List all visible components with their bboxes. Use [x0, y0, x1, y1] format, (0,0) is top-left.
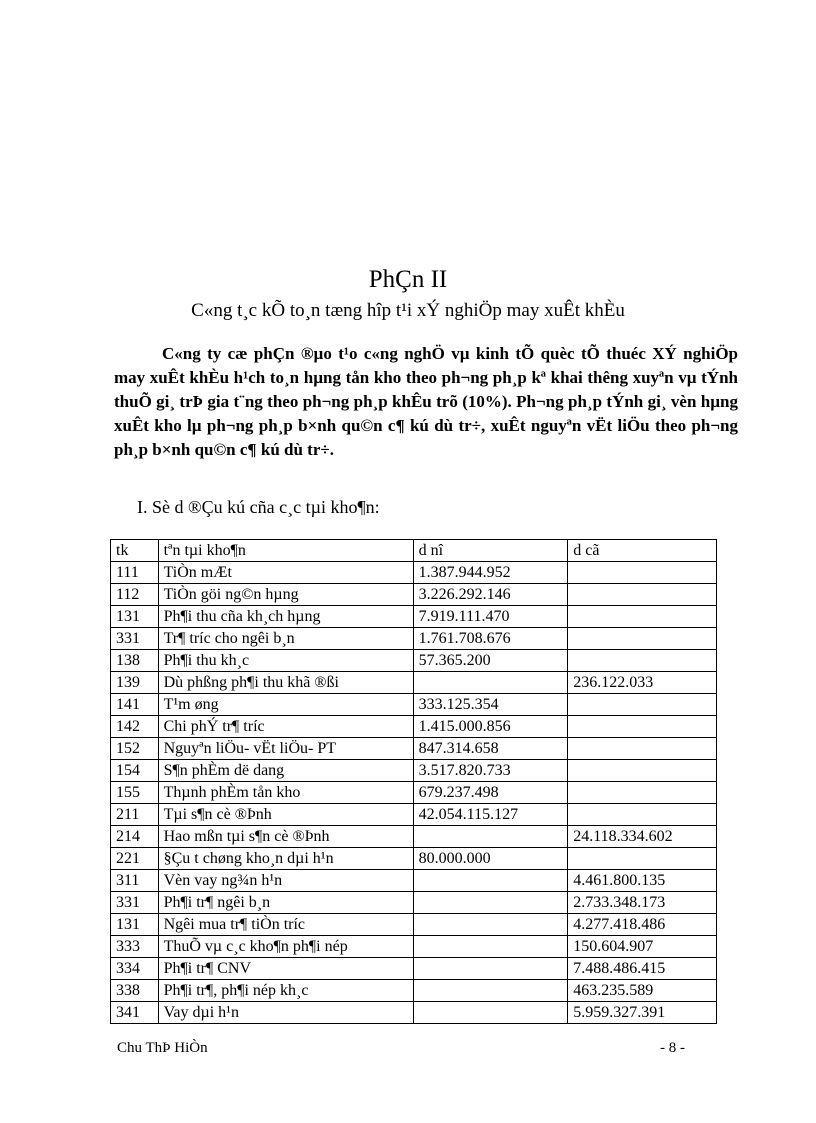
account-code-cell: 155 [111, 782, 159, 804]
credit-balance-cell: 7.488.486.415 [568, 958, 717, 980]
account-code-cell: 152 [111, 738, 159, 760]
account-name-cell: Ngêi mua tr¶ tiÒn tríc [158, 914, 413, 936]
table-row [111, 650, 717, 672]
table-row [111, 826, 717, 848]
account-code-cell: 131 [111, 606, 159, 628]
table-row [111, 1002, 717, 1024]
account-name-cell: TiÒn göi ng©n hµng [158, 584, 413, 606]
table-row [111, 936, 717, 958]
account-name-cell: Dù phßng ph¶i thu khã ®ßi [158, 672, 413, 694]
debit-balance-cell [413, 936, 568, 958]
debit-balance-cell: 333.125.354 [413, 694, 568, 716]
table-row [111, 760, 717, 782]
account-name-cell: §Çu t chøng kho¸n dµi h¹n [158, 848, 413, 870]
credit-balance-cell [568, 738, 717, 760]
account-name-cell: Thµnh phÈm tån kho [158, 782, 413, 804]
debit-balance-cell: 1.415.000.856 [413, 716, 568, 738]
credit-balance-cell: 150.604.907 [568, 936, 717, 958]
account-name-cell: Ph¶i tr¶, ph¶i nép kh¸c [158, 980, 413, 1002]
account-name-cell: Ph¶i thu kh¸c [158, 650, 413, 672]
header-account-code: tk [111, 540, 159, 562]
credit-balance-cell: 4.277.418.486 [568, 914, 717, 936]
table-row [111, 914, 717, 936]
account-code-cell: 311 [111, 870, 159, 892]
account-name-cell: Chi phÝ tr¶ tríc [158, 716, 413, 738]
credit-balance-cell [568, 628, 717, 650]
account-name-cell: Tr¶ tríc cho ngêi b¸n [158, 628, 413, 650]
account-code-cell: 138 [111, 650, 159, 672]
table-row [111, 958, 717, 980]
debit-balance-cell: 80.000.000 [413, 848, 568, 870]
credit-balance-cell [568, 562, 717, 584]
table-row [111, 980, 717, 1002]
credit-balance-cell: 4.461.800.135 [568, 870, 717, 892]
account-name-cell: Vay dµi h¹n [158, 1002, 413, 1024]
debit-balance-cell: 847.314.658 [413, 738, 568, 760]
part-subtitle: C«ng t¸c kÕ to¸n tæng hîp t¹i xÝ nghiÖp may xuÊt khÈu [191, 300, 625, 321]
header-credit: d cã [568, 540, 717, 562]
credit-balance-cell [568, 584, 717, 606]
debit-balance-cell [413, 914, 568, 936]
account-code-cell: 112 [111, 584, 159, 606]
table-row [111, 694, 717, 716]
account-code-cell: 154 [111, 760, 159, 782]
account-code-cell: 111 [111, 562, 159, 584]
table-row [111, 716, 717, 738]
footer-author: Chu ThÞ HiÒn [117, 1040, 208, 1056]
table-row [111, 606, 717, 628]
account-name-cell: TiÒn mÆt [158, 562, 413, 584]
table-header-row [111, 540, 717, 562]
account-name-cell: Ph¶i tr¶ CNV [158, 958, 413, 980]
account-code-cell: 221 [111, 848, 159, 870]
account-code-cell: 211 [111, 804, 159, 826]
debit-balance-cell: 679.237.498 [413, 782, 568, 804]
account-code-cell: 214 [111, 826, 159, 848]
account-name-cell: Vèn vay ng¾n h¹n [158, 870, 413, 892]
debit-balance-cell: 1.761.708.676 [413, 628, 568, 650]
debit-balance-cell [413, 672, 568, 694]
account-code-cell: 331 [111, 892, 159, 914]
debit-balance-cell [413, 870, 568, 892]
account-name-cell: Hao mßn tµi s¶n cè ®Þnh [158, 826, 413, 848]
page-number: - 8 - [660, 1040, 685, 1056]
table-row [111, 804, 717, 826]
account-name-cell: Ph¶i tr¶ ngêi b¸n [158, 892, 413, 914]
account-code-cell: 334 [111, 958, 159, 980]
section-heading: I. Sè d ®Çu kú cña c¸c tµi kho¶n: [137, 497, 380, 517]
account-name-cell: Nguyªn liÖu- vËt liÖu- PT [158, 738, 413, 760]
table-row [111, 628, 717, 650]
table-row [111, 870, 717, 892]
credit-balance-cell [568, 606, 717, 628]
account-name-cell: Tµi s¶n cè ®Þnh [158, 804, 413, 826]
table-row [111, 562, 717, 584]
table-row [111, 848, 717, 870]
account-code-cell: 333 [111, 936, 159, 958]
credit-balance-cell [568, 716, 717, 738]
credit-balance-cell [568, 760, 717, 782]
account-name-cell: S¶n phÈm dë dang [158, 760, 413, 782]
account-code-cell: 331 [111, 628, 159, 650]
account-code-cell: 131 [111, 914, 159, 936]
table-row [111, 892, 717, 914]
credit-balance-cell [568, 804, 717, 826]
credit-balance-cell: 5.959.327.391 [568, 1002, 717, 1024]
credit-balance-cell: 236.122.033 [568, 672, 717, 694]
debit-balance-cell [413, 892, 568, 914]
account-code-cell: 141 [111, 694, 159, 716]
table-row [111, 672, 717, 694]
account-code-cell: 139 [111, 672, 159, 694]
debit-balance-cell: 57.365.200 [413, 650, 568, 672]
debit-balance-cell: 1.387.944.952 [413, 562, 568, 584]
account-name-cell: Ph¶i thu cña kh¸ch hµng [158, 606, 413, 628]
account-name-cell: T¹m øng [158, 694, 413, 716]
debit-balance-cell: 3.226.292.146 [413, 584, 568, 606]
debit-balance-cell [413, 826, 568, 848]
credit-balance-cell: 24.118.334.602 [568, 826, 717, 848]
credit-balance-cell: 2.733.348.173 [568, 892, 717, 914]
debit-balance-cell [413, 1002, 568, 1024]
table-body [111, 562, 717, 1024]
part-title: PhÇn II [368, 266, 448, 293]
credit-balance-cell [568, 782, 717, 804]
debit-balance-cell [413, 958, 568, 980]
debit-balance-cell: 42.054.115.127 [413, 804, 568, 826]
account-code-cell: 338 [111, 980, 159, 1002]
account-code-cell: 341 [111, 1002, 159, 1024]
opening-balance-table [110, 539, 717, 1024]
table-row [111, 738, 717, 760]
credit-balance-cell [568, 848, 717, 870]
credit-balance-cell [568, 694, 717, 716]
table-row [111, 584, 717, 606]
account-code-cell: 142 [111, 716, 159, 738]
credit-balance-cell [568, 650, 717, 672]
intro-paragraph: C«ng ty cæ phÇn ®µo t¹o c«ng nghÖ vµ kinh tÕ quèc tÕ thuéc XÝ nghiÖp may xuÊt khÈu h¹ch to¸n hµng tån kho theo ph¬ng ph¸p kª khai thêng xuyªn vµ tÝnh thuÕ gi¸ trÞ gia t¨ng theo ph¬ng ph¸p khÊu trõ (10%). Ph¬ng ph¸p tÝnh gi¸ vèn hµng xuÊt kho lµ ph¬ng ph¸p b×nh qu©n c¶ kú dù tr÷, xuÊt nguyªn vËt liÖu theo ph¬ng ph¸p b×nh qu©n c¶ kú dù tr÷. [114, 344, 738, 459]
header-debit: d nî [413, 540, 568, 562]
table-row [111, 782, 717, 804]
header-account-name: tªn tµi kho¶n [158, 540, 413, 562]
debit-balance-cell [413, 980, 568, 1002]
credit-balance-cell: 463.235.589 [568, 980, 717, 1002]
account-name-cell: ThuÕ vµ c¸c kho¶n ph¶i nép [158, 936, 413, 958]
debit-balance-cell: 3.517.820.733 [413, 760, 568, 782]
debit-balance-cell: 7.919.111.470 [413, 606, 568, 628]
